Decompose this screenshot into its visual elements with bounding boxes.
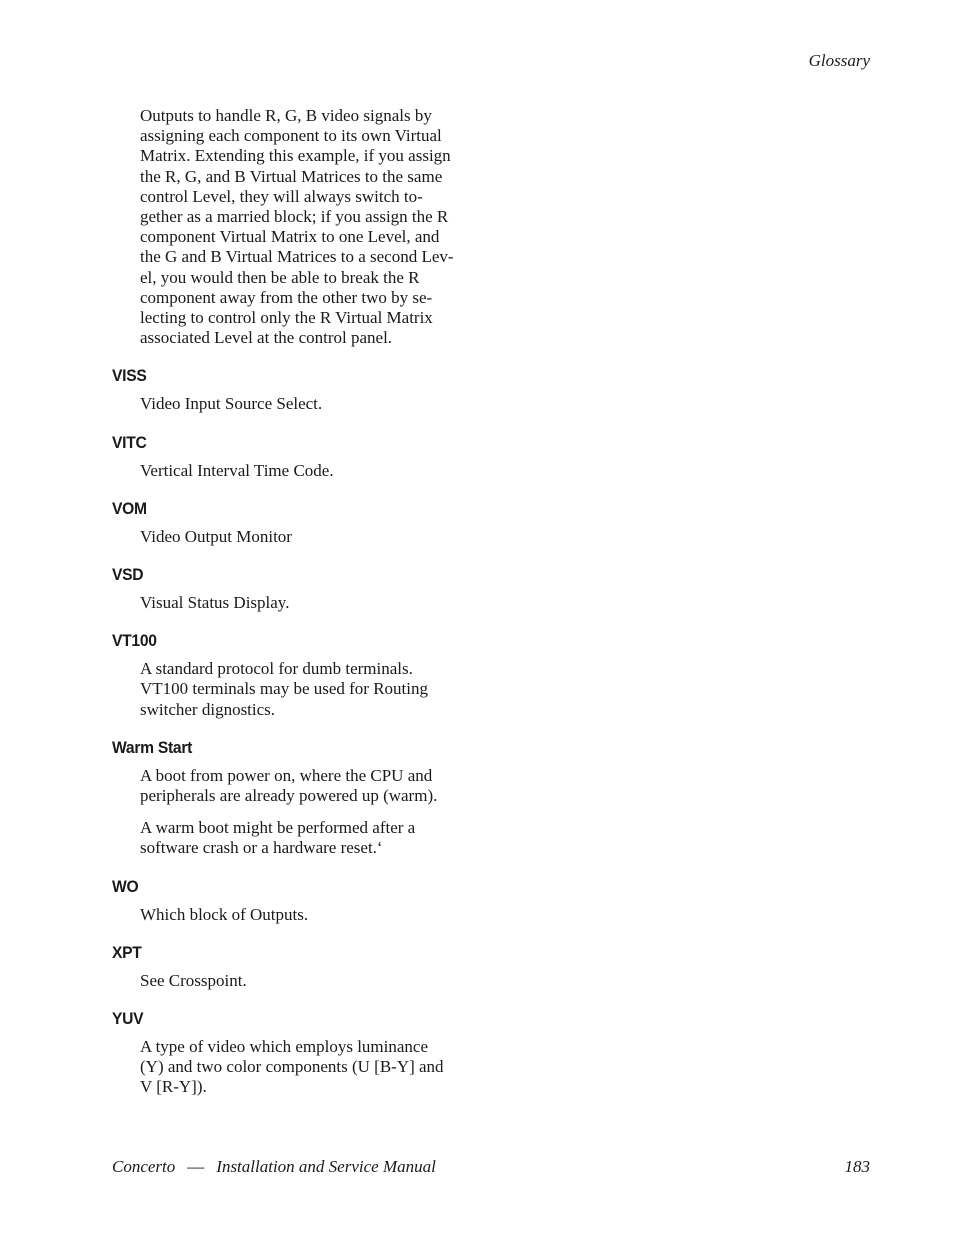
intro-line: Outputs to handle R, G, B video signals by: [140, 106, 432, 125]
glossary-definition: [140, 593, 480, 613]
glossary-entry: [112, 1009, 492, 1098]
glossary-definition: [140, 394, 480, 414]
glossary-entry: [112, 738, 492, 859]
intro-line: el, you would then be able to break the R: [140, 267, 420, 287]
glossary-entries: [112, 366, 492, 1097]
glossary-definition: [140, 527, 480, 547]
footer-manual-title: Installation and Service Manual: [216, 1157, 436, 1176]
definition-line: A standard protocol for dumb terminals.: [140, 659, 413, 679]
glossary-content: [112, 106, 492, 1098]
definition-line: VT100 terminals may be used for Routing: [140, 679, 429, 699]
definition-line: peripherals are already powered up (warm).: [140, 786, 438, 806]
intro-line: the G and B Virtual Matrices to a second Lev-: [140, 247, 454, 267]
definition-line: A warm boot might be performed after a: [140, 818, 416, 838]
intro-line: component away from the other two by se-: [140, 287, 433, 307]
glossary-definition: [140, 905, 480, 925]
definition-line: See Crosspoint.: [140, 970, 247, 990]
glossary-term: XPT: [112, 942, 142, 962]
glossary-entry: [112, 631, 492, 720]
glossary-entry: [112, 943, 492, 991]
definition-line: Visual Status Display.: [140, 593, 290, 613]
definition-line: (Y) and two color components (U [B-Y] and: [140, 1057, 444, 1077]
glossary-entry: [112, 499, 492, 547]
glossary-term: VITC: [112, 432, 147, 452]
glossary-definition: [140, 818, 480, 858]
definition-line: A type of video which employs luminance: [140, 1037, 428, 1057]
definition-line: Video Input Source Select.: [140, 394, 323, 414]
glossary-entry: [112, 366, 492, 414]
intro-line: Matrix. Extending this example, if you assign: [140, 146, 451, 166]
definition-line: Vertical Interval Time Code.: [140, 460, 334, 480]
glossary-term: VT100: [112, 631, 157, 651]
footer-product: Concerto: [112, 1157, 176, 1176]
definition-line: software crash or a hardware reset.‘: [140, 838, 383, 858]
definition-line: switcher dignostics.: [140, 699, 276, 719]
intro-line: lecting to control only the R Virtual Matrix: [140, 308, 433, 328]
glossary-definition: [140, 971, 480, 991]
intro-line: component Virtual Matrix to one Level, and: [140, 227, 440, 247]
running-head: Glossary: [808, 51, 870, 70]
glossary-definition: [140, 1037, 480, 1098]
glossary-term: VISS: [112, 366, 147, 386]
intro-paragraph: [140, 106, 480, 348]
glossary-term: Warm Start: [112, 737, 193, 757]
glossary-entry: [112, 877, 492, 925]
glossary-definition: [140, 766, 480, 806]
glossary-entry: [112, 433, 492, 481]
intro-line: gether as a married block; if you assign the R: [140, 207, 449, 227]
page-footer: [112, 1157, 870, 1177]
definition-line: Which block of Outputs.: [140, 904, 309, 924]
definition-line: Video Output Monitor: [140, 526, 292, 546]
glossary-definition: [140, 461, 480, 481]
footer-title: [112, 1157, 436, 1177]
intro-line: the R, G, and B Virtual Matrices to the same: [140, 166, 443, 186]
intro-line: associated Level at the control panel.: [140, 328, 393, 348]
glossary-definition: [140, 659, 480, 720]
intro-line: control Level, they will always switch to-: [140, 186, 423, 206]
intro-line: assigning each component to its own Virtual: [140, 126, 442, 146]
glossary-term: VOM: [112, 498, 147, 518]
glossary-entry: [112, 565, 492, 613]
definition-line: V [R-Y]).: [140, 1077, 207, 1097]
glossary-term: WO: [112, 876, 139, 896]
footer-separator: —: [187, 1157, 205, 1176]
glossary-term: VSD: [112, 565, 144, 585]
page-number: 183: [844, 1157, 870, 1176]
glossary-term: YUV: [112, 1009, 144, 1029]
definition-line: A boot from power on, where the CPU and: [140, 765, 433, 785]
